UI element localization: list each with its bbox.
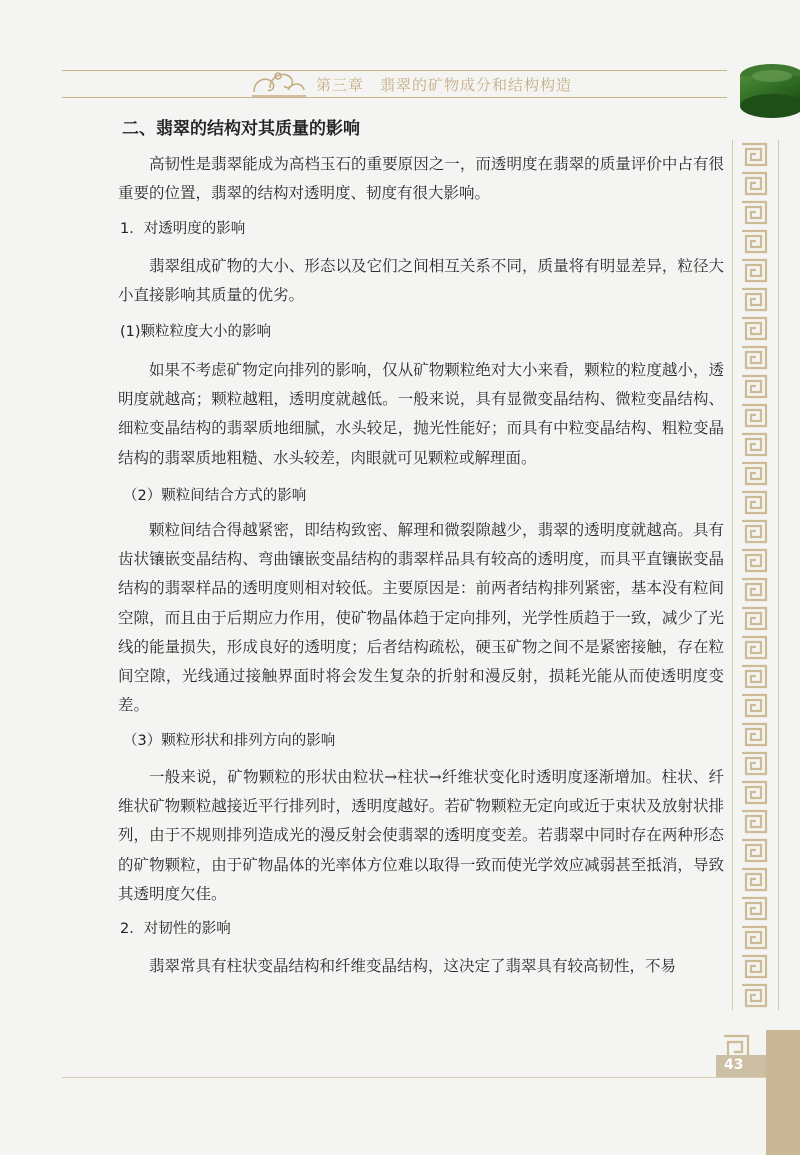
heading-toughness: 2．对韧性的影响 [120, 921, 231, 937]
header-rule-bottom [62, 97, 727, 98]
page-number: 43 [724, 1057, 744, 1073]
grain-size-paragraph: 如果不考虑矿物定向排列的影响，仅从矿物颗粒绝对大小来看，颗粒的粒度越小，透明度就越高；颗粒越粗，透明度就越低。一般来说，具有显微变晶结构、微粒变晶结构、细粒变晶结构的翡翠质地细腻，水头较足，抛光性能好；而具有中粒变晶结构、粗粒变晶结构的翡翠质地粗糙、水头较差，肉眼就可见颗粒或解理面。 [118, 361, 724, 467]
tan-side-panel [766, 1030, 800, 1155]
section-heading: 二、翡翠的结构对其质量的影响 [122, 119, 360, 139]
scroll-cloud-icon [248, 66, 308, 100]
border-rule-left [732, 140, 733, 1010]
header-rule-top [62, 70, 727, 71]
grain-shape-paragraph: 一般来说，矿物颗粒的形状由粒状→柱状→纤维状变化时透明度逐渐增加。柱状、纤维状矿物颗粒越接近平行排列时，透明度越好。若矿物颗粒无定向或近于束状及放射状排列，由于不规则排列造成光的漫反射会使翡翠的透明度变差。若翡翠中同时存在两种形态的矿物颗粒，由于矿物晶体的光率体方位难以取得一致而使光学效应减弱甚至抵消，导致其透明度欠佳。 [118, 768, 724, 903]
running-head: 第三章 翡翠的矿物成分和结构构造 [316, 76, 573, 94]
heading-transparency: 1．对透明度的影响 [120, 221, 246, 237]
heading-grain-size: (1)颗粒粒度大小的影响 [120, 324, 272, 340]
toughness-paragraph: 翡翠常具有柱状变晶结构和纤维变晶结构，这决定了翡翠具有较高韧性，不易 [149, 957, 677, 975]
border-rule-right [778, 140, 779, 1010]
footer-rule [62, 1077, 766, 1078]
heading-grain-bonding: （2）颗粒间结合方式的影响 [123, 488, 307, 504]
intro-paragraph: 高韧性是翡翠能成为高档玉石的重要原因之一，而透明度在翡翠的质量评价中占有很重要的位置，翡翠的结构对透明度、韧度有很大影响。 [118, 155, 724, 203]
transparency-paragraph: 翡翠组成矿物的大小、形态以及它们之间相互关系不同，质量将有明显差异，粒径大小直接影响其质量的优劣。 [118, 257, 724, 305]
heading-grain-shape: （3）颗粒形状和排列方向的影响 [123, 733, 336, 749]
grain-bonding-paragraph: 颗粒间结合得越紧密，即结构致密、解理和微裂隙越少，翡翠的透明度就越高。具有齿状镶嵌变晶结构、弯曲镶嵌变晶结构的翡翠样品具有较高的透明度，而具平直镶嵌变晶结构的翡翠样品的透明度则相对较低。主要原因是：前两者结构排列紧密，基本没有粒间空隙，而且由于后期应力作用，使矿物晶体趋于定向排列，光学性质趋于一致，减少了光线的能量损失，形成良好的透明度；后者结构疏松，硬玉矿物之间不是紧密接触，存在粒间空隙，光线通过接触界面时将会发生复杂的折射和漫反射，损耗光能从而使透明度变差。 [118, 521, 724, 715]
jade-bangle-icon [728, 58, 800, 120]
greek-key-icon [738, 140, 770, 1010]
